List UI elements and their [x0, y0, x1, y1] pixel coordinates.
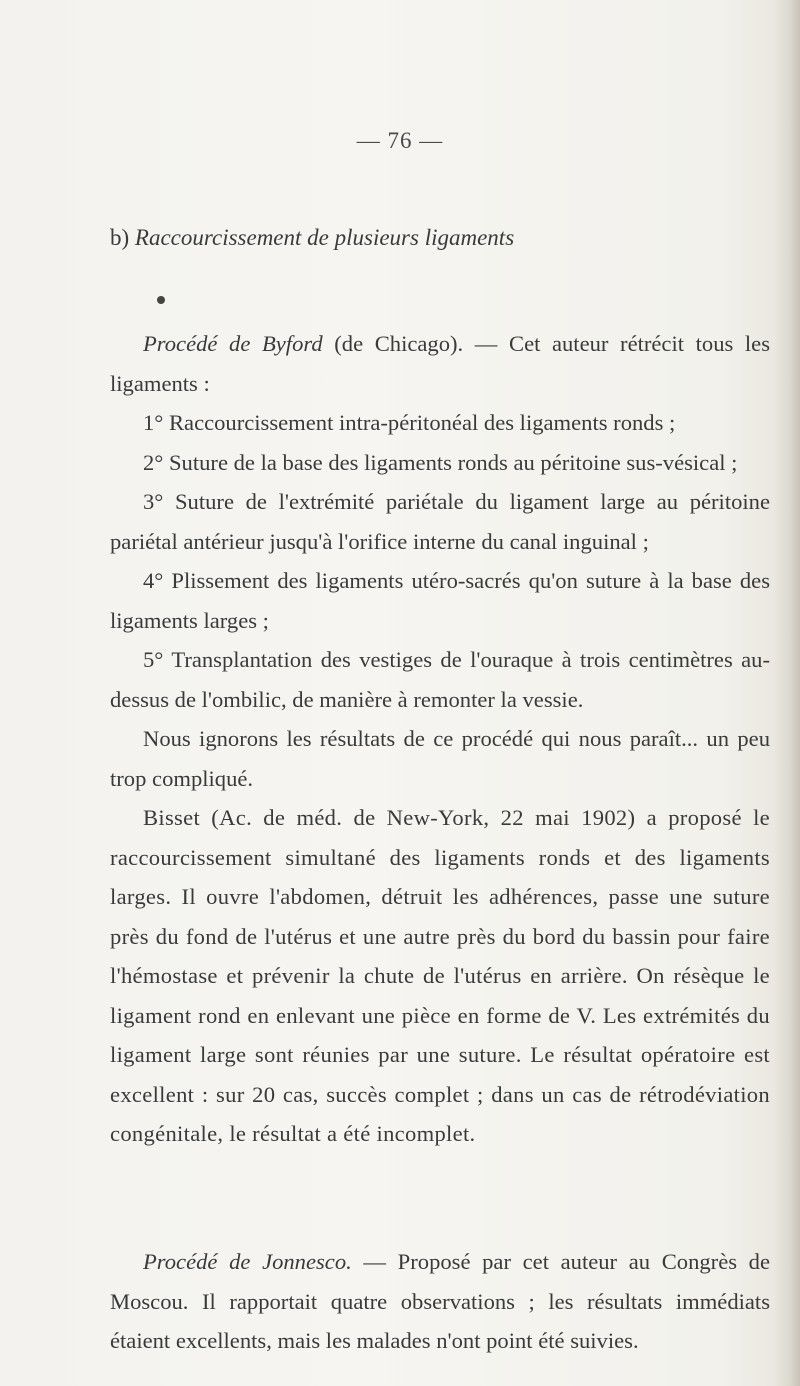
byford-step-3: 3° Suture de l'extrémité pariétale du ligament large au péritoine pariétal antérieur jusqu'à l'orifice interne du canal inguinal ;	[110, 489, 770, 554]
byford-intro-text: (de Chicago). — Cet auteur rétrécit tous les ligaments :	[110, 331, 770, 396]
byford-step-5: 5° Transplantation des vestiges de l'ouraque à trois centimètres au-dessus de l'ombilic, de manière à remonter la vessie.	[110, 647, 770, 712]
jonnesco-section	[110, 1242, 770, 1361]
section-heading	[110, 225, 750, 251]
bisset-paragraph: Bisset (Ac. de méd. de New-York, 22 mai 1902) a proposé le raccourcissement simultané des ligaments ronds et des ligaments larges. Il ouvre l'abdomen, détruit les adhérences, passe une suture près du fond de l'utérus et une autre près du bord du bassin pour faire l'hémostase et prévenir la chute de l'utérus en arrière. On résèque le ligament rond en enlevant une pièce en forme de V. Les extrémités du ligament large sont réunies par une suture. Le résultat opératoire est excellent : sur 20 cas, succès complet ; dans un cas de rétrodéviation congénitale, le résultat a été incomplet.	[110, 805, 770, 1146]
jonnesco-procedure-name: Procédé de Jonnesco.	[143, 1249, 352, 1274]
byford-section	[110, 324, 770, 1154]
byford-comment: Nous ignorons les résultats de ce procédé qui nous paraît... un peu trop compliqué.	[110, 726, 770, 791]
byford-step-1: 1° Raccourcissement intra-péritonéal des ligaments ronds ;	[143, 410, 676, 435]
byford-step-2: 2° Suture de la base des ligaments ronds au péritoine sus-vésical ;	[143, 449, 738, 475]
jonnesco-text: — Proposé par cet auteur au Congrès de Moscou. Il rapportait quatre observations ; les résultats immédiats étaient excellents, mais les malades n'ont point été suivies.	[110, 1249, 770, 1353]
page-number: — 76 —	[356, 128, 444, 153]
jonnesco-paragraph	[110, 1242, 770, 1361]
section-label: b)	[110, 225, 130, 250]
byford-intro-paragraph	[110, 324, 770, 403]
byford-procedure-name: Procédé de Byford	[143, 331, 323, 356]
ink-mark	[157, 296, 165, 304]
section-title: Raccourcissement de plusieurs ligaments	[134, 225, 515, 250]
byford-step-4: 4° Plissement des ligaments utéro-sacrés qu'on suture à la base des ligaments larges ;	[110, 568, 770, 633]
page-edge-shadow	[774, 0, 800, 1386]
